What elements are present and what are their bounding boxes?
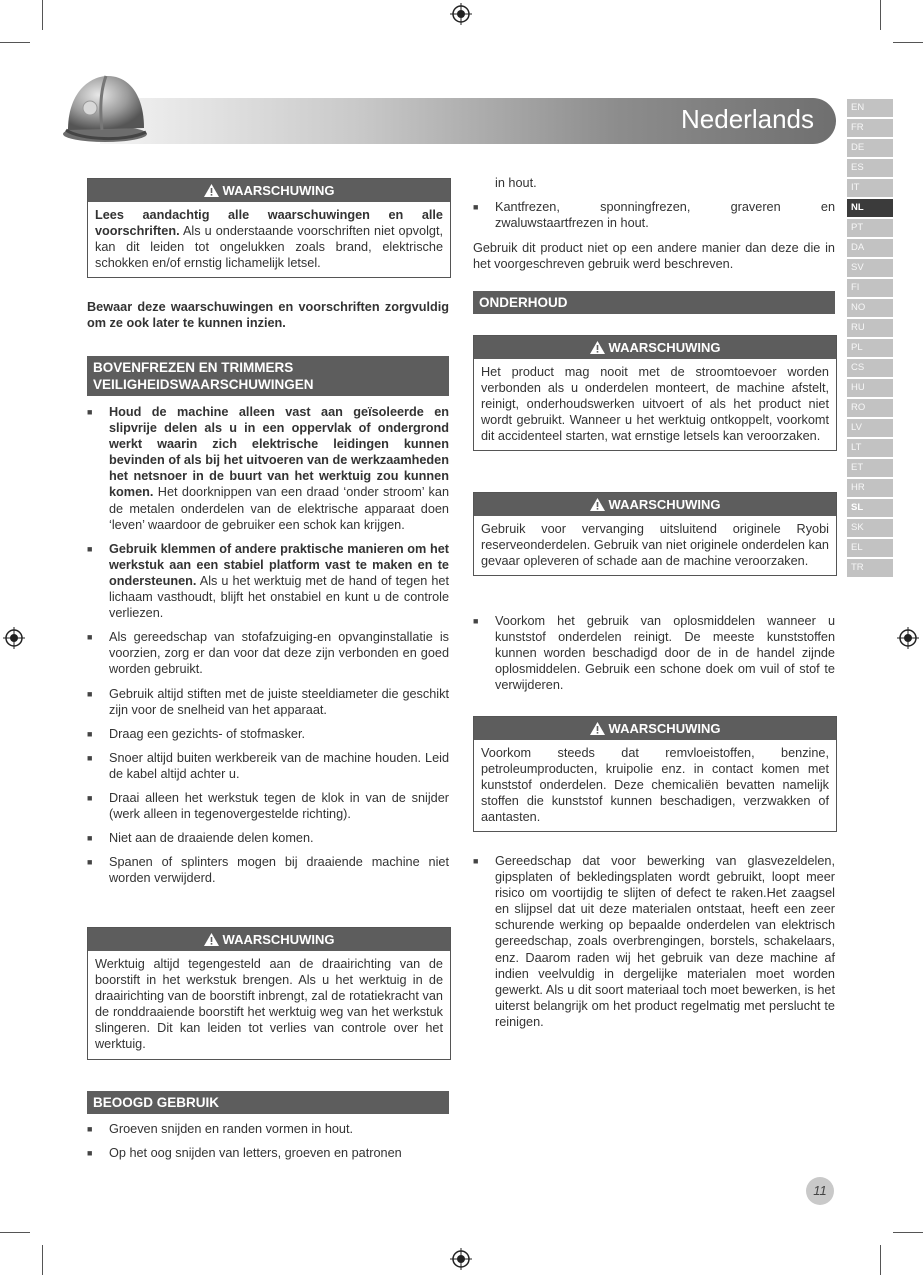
list-item: ■ Gereedschap dat voor bewerking van glasvezeldelen, gipsplaten of bekledingsplaten wordt gebruikt, loopt meer risico om voortijdig te slijten of defect te raken.Het zaagsel en slijpsel dat uit deze materialen ontstaat, heeft een zeer schurende werking op bepaalde onderdelen van elektrisch gereedschap, zoals overbrengingen, borstels, schakelaars, enz. Daarom raden wij het gebruik van deze machine af indien veelvuldig in dergelijke materialen moet worden gewerkt. Als u dit soort materiaal toch moet bewerken, is het uiterst belangrijk om het product regelmatig met perslucht te reinigen. [473, 853, 835, 1030]
warning-triangle-icon [204, 933, 219, 946]
crop-mark [893, 1232, 923, 1233]
registration-mark-icon [450, 3, 472, 25]
lang-tab-lv[interactable]: LV [847, 419, 893, 437]
crop-mark [893, 42, 923, 43]
warning-box [473, 335, 837, 451]
lang-tab-fr[interactable]: FR [847, 119, 893, 137]
lang-tab-hu[interactable]: HU [847, 379, 893, 397]
warning-body: Gebruik voor vervanging uitsluitend originele Ryobi reserveonderdelen. Gebruik van niet originele onderdelen kan gevaar opleveren of schade aan de machine veroorzaken. [481, 522, 829, 569]
intended-use-list-continued [473, 199, 835, 239]
list-item: ■ Voorkom het gebruik van oplosmiddelen wanneer u kunststof onderdelen reinigt. De meeste kunststoffen kunnen worden beschadigd door de in de handel zijnde oplosmiddelen. Gebruik een schone doek om vuil of stof te verwijderen. [473, 613, 835, 693]
lang-tab-sl[interactable]: SL [847, 499, 893, 517]
lang-tab-pt[interactable]: PT [847, 219, 893, 237]
warning-header [474, 336, 836, 359]
warning-body: Het product mag nooit met de stroomtoevoer worden verbonden als u onderdelen monteert, de machine afstelt, reinigt, onderhoudswerken uitvoert of als het product niet wordt gebruikt. Wanneer u het werktuig ontkoppelt, voorkomt dit accidenteel starten, wat ernstige letsels kan veroorzaken. [481, 365, 829, 444]
section-heading-intended-use [87, 1091, 449, 1114]
section-heading-router-safety [87, 356, 449, 396]
list-item: ■ Kantfrezen, sponningfrezen, graveren en zwaluwstaartfrezen in hout. [473, 199, 835, 231]
warning-title: WAARSCHUWING [608, 340, 721, 355]
list-item: ■ Gebruik altijd stiften met de juiste steeldiameter die geschikt zijn voor de snelheid van het apparaat. [87, 686, 449, 718]
lang-tab-hr[interactable]: HR [847, 479, 893, 497]
section-heading-maintenance [473, 291, 835, 314]
warning-body: Voorkom steeds dat remvloeistoffen, benzine, petroleumproducten, kruipolie enz. in contact komen met kunststof onderdelen. Deze chemicaliën bevatten namelijk stoffen die kunststof kunnen beschadigen, verzwakken of aantasten. [481, 746, 829, 825]
page-title: Nederlands [681, 104, 814, 134]
crop-mark [0, 1232, 30, 1233]
warning-title: WAARSCHUWING [608, 497, 721, 512]
registration-mark-icon [897, 627, 919, 649]
lang-tab-it[interactable]: IT [847, 179, 893, 197]
list-item: ■ Niet aan de draaiende delen komen. [87, 830, 449, 846]
crop-mark [42, 0, 43, 30]
warning-box [473, 492, 837, 576]
list-item: ■ Draag een gezichts- of stofmasker. [87, 726, 449, 742]
section-heading-line: VEILIGHEIDSWAARSCHUWINGEN [93, 377, 314, 392]
section-heading-line: BOVENFREZEN EN TRIMMERS [93, 360, 294, 375]
list-item: ■ Op het oog snijden van letters, groeven en patronen [87, 1145, 449, 1161]
keep-instructions-note: Bewaar deze waarschuwingen en voorschriften zorgvuldig om ze ook later te kunnen inzien. [87, 300, 449, 331]
warning-body: Werktuig altijd tegengesteld aan de draairichting van de boorstift in het werkstuk brengen. Als u het werktuig in de draairichting van de boorstift inbrengt, zal de rotatiekracht van de ronddraaiende boorstift het werktuig weg van het werkstuk slingeren. Dit kan leiden tot verlies van controle over het werktuig. [95, 957, 443, 1052]
lang-tab-sk[interactable]: SK [847, 519, 893, 537]
warning-title: WAARSCHUWING [222, 183, 335, 198]
list-item: ■ Snoer altijd buiten werkbereik van de machine houden. Leid de kabel altijd achter u. [87, 750, 449, 782]
list-item: ■ Als gereedschap van stofafzuiging-en opvanginstallatie is voorzien, zorg er dan voor dat deze zijn verbonden en goed worden gebruikt. [87, 629, 449, 677]
section-heading-line: BEOOGD GEBRUIK [93, 1095, 220, 1110]
warning-triangle-icon [590, 498, 605, 511]
list-item: ■ Spanen of splinters mogen bij draaiende machine niet worden verwijderd. [87, 854, 449, 886]
warning-box [87, 927, 451, 1060]
warning-header [88, 179, 450, 202]
lang-tab-el[interactable]: EL [847, 539, 893, 557]
crop-mark [880, 0, 881, 30]
header-banner [100, 98, 836, 144]
crop-mark [880, 1245, 881, 1275]
lang-tab-tr[interactable]: TR [847, 559, 893, 577]
crop-mark [42, 1245, 43, 1275]
language-tabs [847, 99, 893, 579]
warning-triangle-icon [590, 341, 605, 354]
router-safety-list [87, 404, 449, 894]
warning-title: WAARSCHUWING [222, 932, 335, 947]
list-item: ■ Gebruik klemmen of andere praktische manieren om het werkstuk aan een stabiel platform vast te maken en te ondersteunen. Als u het werktuig met de hand of tegen het lichaam vasthoudt, blijft het onstabiel en kunt u de controle verliezen. [87, 541, 449, 621]
lang-tab-lt[interactable]: LT [847, 439, 893, 457]
lang-tab-ru[interactable]: RU [847, 319, 893, 337]
warning-header [88, 928, 450, 951]
lang-tab-ro[interactable]: RO [847, 399, 893, 417]
page-number: 11 [806, 1177, 834, 1205]
usage-note: Gebruik dit product niet op een andere manier dan deze die in het voorgeschreven gebruik werd beschreven. [473, 241, 835, 272]
lang-tab-sv[interactable]: SV [847, 259, 893, 277]
registration-mark-icon [450, 1248, 472, 1270]
intended-use-list [87, 1121, 449, 1169]
warning-header [474, 717, 836, 740]
continued-text: in hout. [495, 176, 537, 190]
helmet-icon [60, 72, 150, 144]
warning-title: WAARSCHUWING [608, 721, 721, 736]
registration-mark-icon [3, 627, 25, 649]
warning-header [474, 493, 836, 516]
lang-tab-pl[interactable]: PL [847, 339, 893, 357]
section-heading-line: ONDERHOUD [479, 295, 568, 310]
warning-triangle-icon [204, 184, 219, 197]
lang-tab-da[interactable]: DA [847, 239, 893, 257]
lang-tab-no[interactable]: NO [847, 299, 893, 317]
lang-tab-de[interactable]: DE [847, 139, 893, 157]
list-item: ■ Houd de machine alleen vast aan geïsoleerde en slipvrije delen als u in een oppervlak of ondergrond werkt waarin zich elektrische leidingen kunnen bevinden of als bij het uitvoeren van de werkzaamheden het netsnoer in de buurt van het werktuig zou kunnen komen. Het doorknippen van een draad ‘onder stroom’ kan de metalen onderdelen van de elektrische apparaat doen ‘leven’ waardoor de gebruiker een schok kan krijgen. [87, 404, 449, 533]
maintenance-list [473, 613, 835, 701]
lang-tab-nl[interactable]: NL [847, 199, 893, 217]
maintenance-list-2 [473, 853, 835, 1038]
warning-box [87, 178, 451, 278]
warning-triangle-icon [590, 722, 605, 735]
lang-tab-cs[interactable]: CS [847, 359, 893, 377]
lang-tab-et[interactable]: ET [847, 459, 893, 477]
lang-tab-fi[interactable]: FI [847, 279, 893, 297]
list-item: ■ Groeven snijden en randen vormen in hout. [87, 1121, 449, 1137]
warning-bold-text: Lees aandachtig alle waarschuwingen en alle voorschriften. [95, 208, 443, 239]
list-item: ■ Draai alleen het werkstuk tegen de klok in van de snijder (werk alleen in tegenovergestelde richting). [87, 790, 449, 822]
lang-tab-en[interactable]: EN [847, 99, 893, 117]
warning-box [473, 716, 837, 832]
crop-mark [0, 42, 30, 43]
warning-text: Als u onderstaande voorschriften niet opvolgt, kan dit leiden tot ongelukken zoals brand, elektrische schokken en/of ernstig lichamelijk letsel. [95, 224, 443, 271]
lang-tab-es[interactable]: ES [847, 159, 893, 177]
warning-body [88, 202, 450, 277]
